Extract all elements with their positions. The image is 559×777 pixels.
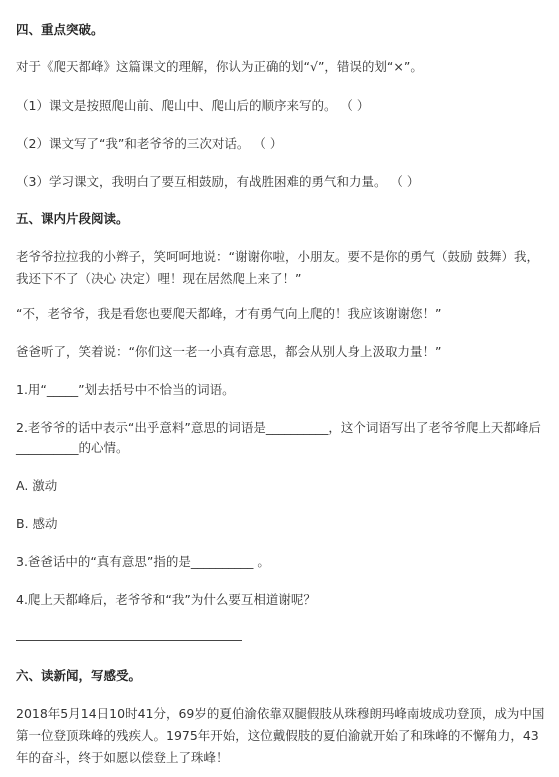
question-1: 1.用“_____”划去括号中不恰当的词语。 [16,382,235,397]
option-b: B. 感动 [16,516,58,531]
option-a: A. 激动 [16,478,58,493]
passage-paragraph-1: 老爷爷拉拉我的小辫子，笑呵呵地说：“谢谢你啦，小朋友。要不是你的勇气（鼓励 鼓舞）我，我还下不了（决心 决定）哩！现在居然爬上来了！” [16,249,539,286]
question-2-line-2: __________的心情。 [16,440,129,455]
news-paragraph: 2018年5月14日10时41分，69岁的夏伯渝依靠双腿假肢从珠穆朗玛峰南坡成功登顶，成为中国第一位登顶珠峰的残疾人。1975年开始，这位戴假肢的夏伯渝就开始了和珠峰的不懈角力，43年的奋斗，终于如愿以偿登上了珠峰！ [16,706,545,765]
judge-item-1: （1）课文是按照爬山前、爬山中、爬山后的顺序来写的。 （ ） [16,98,370,113]
passage-paragraph-2: “不，老爷爷，我是看您也要爬天都峰，才有勇气向上爬的！我应该谢谢您！” [16,306,442,321]
answer-line [16,640,242,641]
passage-paragraph-3: 爸爸听了，笑着说：“你们这一老一小真有意思，都会从别人身上汲取力量！” [16,344,442,359]
section4-instruction: 对于《爬天都峰》这篇课文的理解，你认为正确的划“√”，错误的划“×”。 [16,59,423,74]
section6-heading: 六、读新闻，写感受。 [16,668,142,683]
question-2-line-1: 2.老爷爷的话中表示“出乎意料”意思的词语是__________，这个词语写出了老爷爷爬上天都峰后 [16,420,541,435]
question-4: 4.爬上天都峰后，老爷爷和“我”为什么要互相道谢呢？ [16,592,316,607]
question-3: 3.爸爸话中的“真有意思”指的是__________ 。 [16,554,270,569]
section5-heading: 五、课内片段阅读。 [16,211,129,226]
section4-heading: 四、重点突破。 [16,22,104,37]
judge-item-3: （3）学习课文，我明白了要互相鼓励，有战胜困难的勇气和力量。 （ ） [16,174,420,189]
judge-item-2: （2）课文写了“我”和老爷爷的三次对话。 （ ） [16,136,283,151]
